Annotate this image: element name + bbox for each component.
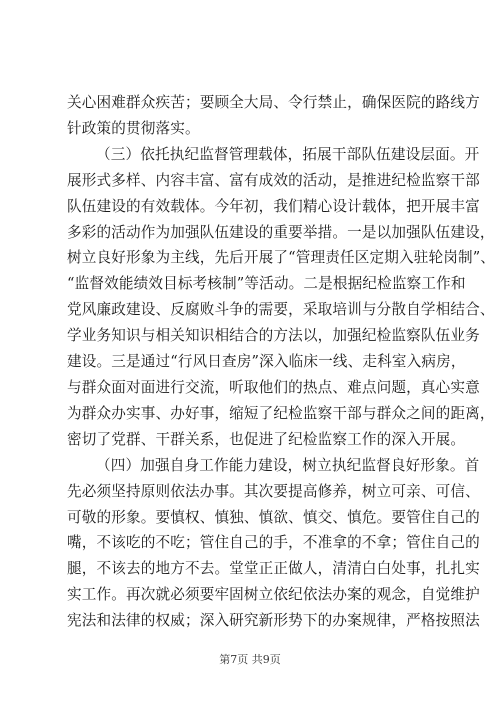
paragraph-line: 展形式多样、内容丰富、富有成效的活动，是推进纪检监察干部: [67, 171, 480, 189]
paragraph-line: 多彩的活动作为加强队伍建设的重要举措。一是以加强队伍建设，: [67, 223, 495, 241]
paragraph-line: 党风廉政建设、反腐败斗争的需要，采取培训与分散自学相结合、: [67, 301, 495, 319]
paragraph-line: 学业务知识与相关知识相结合的方法以，加强纪检监察队伍业务: [67, 327, 480, 345]
paragraph-line: （四）加强自身工作能力建设，树立执纪监督良好形象。首: [96, 456, 480, 474]
paragraph-line: 先必须坚持原则依法办事。其次要提高修养，树立可亲、可信、: [67, 482, 480, 500]
paragraph-line: 队伍建设的有效载体。今年初，我们精心设计载体，把开展丰富: [67, 197, 480, 215]
paragraph-line: 嘴，不该吃的不吃；管住自己的手，不准拿的不拿；管住自己的: [67, 534, 480, 552]
paragraph-line: 针政策的贯彻落实。: [67, 119, 200, 137]
document-body: [67, 90, 496, 634]
paragraph-line: （三）依托执纪监督管理载体，拓展干部队伍建设层面。开: [96, 145, 480, 163]
paragraph-line: 可敬的形象。要慎权、慎独、慎欲、慎交、慎危。要管住自己的: [67, 508, 480, 526]
paragraph-line: 密切了党群、干群关系，也促进了纪检监察工作的深入开展。: [67, 430, 466, 448]
paragraph-line: “监督效能绩效目标考核制”等活动。二是根据纪检监察工作和: [67, 275, 466, 293]
paragraph-line: 与群众面对面进行交流，听取他们的热点、难点问题，真心实意: [67, 378, 480, 396]
paragraph-line: 建设。三是通过“行风日查房”深入临床一线、走科室入病房，: [67, 353, 466, 371]
paragraph-2: [67, 142, 496, 453]
paragraph-line: 宪法和法律的权威；深入研究新形势下的办案规律，严格按照法: [67, 612, 480, 630]
paragraph-3: [67, 453, 480, 634]
paragraph-line: 关心困难群众疾苦；要顾全大局、令行禁止，确保医院的路线方: [67, 94, 480, 111]
page-number-footer: 第7页 共9页: [219, 653, 281, 666]
paragraph-line: 腿，不该去的地方不去。堂堂正正做人，清清白白处事，扎扎实: [67, 560, 480, 578]
paragraph-1: [67, 90, 480, 142]
paragraph-line: 树立良好形象为主线，先后开展了“管理责任区定期入驻轮岗制”、: [67, 249, 496, 267]
paragraph-line: 实工作。再次就必须要牢固树立依纪依法办案的观念，自觉维护: [67, 586, 480, 604]
paragraph-line: 为群众办实事、办好事，缩短了纪检监察干部与群众之间的距离，: [67, 404, 495, 422]
